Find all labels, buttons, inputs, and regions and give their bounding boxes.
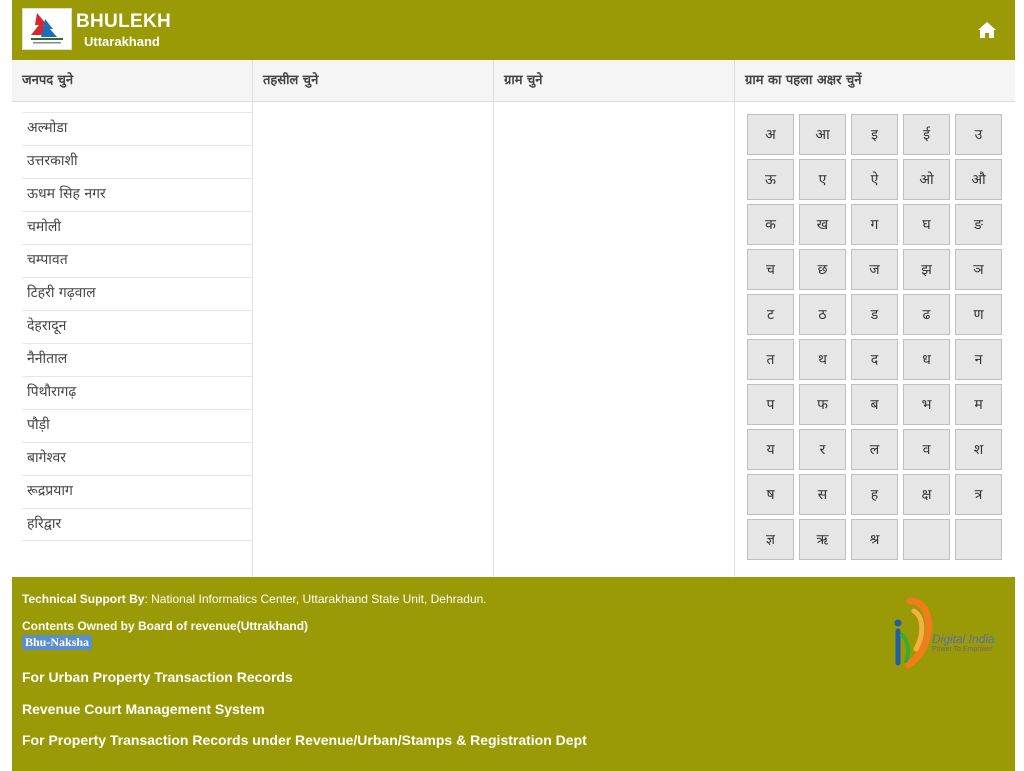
district-column-header: जनपद चुने [12,60,253,101]
tehsil-column [253,102,494,577]
letter-button[interactable]: ब [851,384,898,425]
letter-button[interactable]: ष [747,474,794,515]
letter-button[interactable]: न [955,339,1002,380]
urban-property-link[interactable]: For Urban Property Transaction Records [22,669,293,685]
letter-grid [747,114,1007,560]
digital-india-text: Digital India [932,632,995,646]
village-column [494,102,735,577]
district-item[interactable]: हरिद्वार [22,508,253,541]
letter-button[interactable]: अ [747,114,794,155]
letter-button[interactable]: झ [903,249,950,290]
district-item[interactable]: अल्मोडा [22,112,253,145]
letter-button[interactable] [955,519,1002,560]
tehsil-column-header: तहसील चुने [253,60,494,101]
letter-button[interactable]: श [955,429,1002,470]
letter-button[interactable]: ख [799,204,846,245]
district-item[interactable]: चम्पावत [22,244,253,277]
letter-button[interactable]: औ [955,159,1002,200]
letter-button[interactable]: ऐ [851,159,898,200]
letter-button[interactable]: ह [851,474,898,515]
letter-button[interactable] [903,519,950,560]
district-item[interactable]: देहरादून [22,310,253,343]
letter-column-header: ग्राम का पहला अक्षर चुनें [745,73,862,88]
letter-button[interactable]: व [903,429,950,470]
revenue-court-link[interactable]: Revenue Court Management System [22,701,265,717]
contents-owned-text: Contents Owned by Board of revenue(Uttrakhand) [22,619,309,633]
letter-button[interactable]: क [747,204,794,245]
letter-button[interactable]: ज्ञ [747,519,794,560]
letter-button[interactable]: थ [799,339,846,380]
letter-button[interactable]: स [799,474,846,515]
app-subtitle: Uttarakhand [84,34,160,49]
village-column-header: ग्राम चुने [494,60,735,101]
letter-button[interactable]: फ [799,384,846,425]
district-item[interactable]: चमोली [22,211,253,244]
letter-column [735,102,1015,577]
letter-button[interactable]: य [747,429,794,470]
letter-button[interactable]: ई [903,114,950,155]
letter-button[interactable]: क्ष [903,474,950,515]
letter-button[interactable]: द [851,339,898,380]
letter-button[interactable]: छ [799,249,846,290]
district-item[interactable]: टिहरी गढ़वाल [22,277,253,310]
letter-button[interactable]: ल [851,429,898,470]
header-bar [12,0,1015,60]
district-item[interactable]: बागेश्वर [22,442,253,475]
letter-button[interactable]: घ [903,204,950,245]
uttarakhand-emblem-icon[interactable] [22,8,72,50]
page-frame [12,0,1015,771]
letter-button[interactable]: त [747,339,794,380]
letter-button[interactable]: ण [955,294,1002,335]
property-records-link[interactable]: For Property Transaction Records under Revenue/Urban/Stamps & Registration Dept [22,732,587,748]
letter-button[interactable]: ड [851,294,898,335]
district-item[interactable]: नैनीताल [22,343,253,376]
letter-button[interactable]: ढ [903,294,950,335]
district-item[interactable]: रूद्रप्रयाग [22,475,253,508]
district-column [12,102,253,577]
district-item[interactable]: ऊधम सिह नगर [22,178,253,211]
district-item[interactable]: उत्तरकाशी [22,145,253,178]
letter-button[interactable]: ओ [903,159,950,200]
letter-button[interactable]: श्र [851,519,898,560]
letter-button[interactable]: ए [799,159,846,200]
technical-support-text: : National Informatics Center, Uttarakhand State Unit, Dehradun. [144,592,487,606]
technical-support-label: Technical Support By [22,592,145,606]
technical-support-line [22,592,487,606]
letter-button[interactable]: भ [903,384,950,425]
letter-button[interactable]: र [799,429,846,470]
letter-button[interactable]: ऊ [747,159,794,200]
letter-button[interactable]: ध [903,339,950,380]
selection-columns [12,102,1015,577]
letter-button[interactable]: च [747,249,794,290]
letter-button[interactable]: इ [851,114,898,155]
letter-button[interactable]: प [747,384,794,425]
letter-button[interactable]: ठ [799,294,846,335]
app-title: BHULEKH [76,11,171,32]
letter-button[interactable]: ज [851,249,898,290]
letter-button[interactable]: ट [747,294,794,335]
footer [12,577,1015,771]
digital-india-subtext: Power To Empower [932,646,993,653]
letter-button[interactable]: म [955,384,1002,425]
district-list [22,112,253,541]
letter-button[interactable]: ग [851,204,898,245]
letter-button[interactable]: ङ [955,204,1002,245]
column-header-row [12,60,1015,102]
letter-button[interactable]: उ [955,114,1002,155]
letter-button[interactable]: त्र [955,474,1002,515]
district-item[interactable]: पौड़ी [22,409,253,442]
letter-button[interactable]: आ [799,114,846,155]
bhu-naksha-link[interactable]: Bhu-Naksha [22,635,92,650]
home-icon[interactable] [977,21,997,39]
letter-button[interactable]: ञ [955,249,1002,290]
letter-button[interactable]: ऋ [799,519,846,560]
district-item[interactable]: पिथौरागढ़ [22,376,253,409]
